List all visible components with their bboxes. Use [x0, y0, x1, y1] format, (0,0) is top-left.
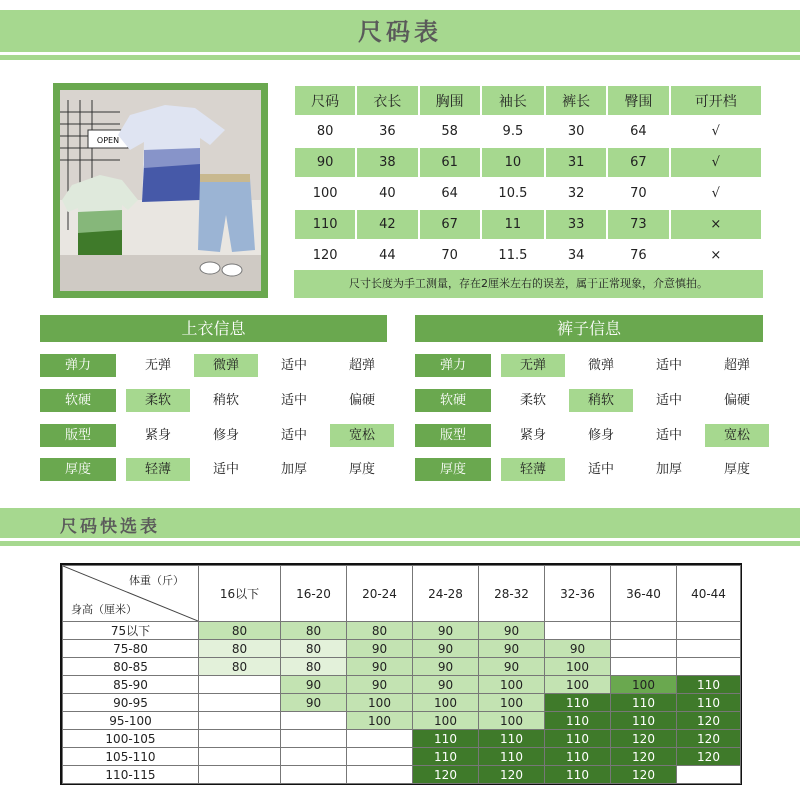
size-cell: 70 [608, 179, 668, 208]
size-cell: √ [671, 117, 761, 146]
size-recommendation-cell [677, 766, 741, 784]
size-header-cell: 尺码 [295, 86, 355, 115]
size-cell: 76 [608, 241, 668, 270]
size-cell: 61 [420, 148, 480, 177]
size-cell: 64 [420, 179, 480, 208]
height-label: 80-85 [63, 658, 199, 676]
size-recommendation-cell: 110 [545, 712, 611, 730]
size-cell: 70 [420, 241, 480, 270]
size-recommendation-cell: 90 [479, 640, 545, 658]
weight-header: 20-24 [347, 566, 413, 622]
size-cell: 80 [295, 117, 355, 146]
size-recommendation-cell: 110 [677, 694, 741, 712]
attribute-option: 加厚 [655, 462, 682, 477]
attribute-option: 厚度 [723, 462, 750, 477]
size-recommendation-cell: 100 [347, 712, 413, 730]
height-label: 75-80 [63, 640, 199, 658]
attribute-option: 适中 [280, 393, 307, 408]
attribute-option: 紧身 [519, 428, 546, 443]
size-recommendation-cell: 120 [677, 712, 741, 730]
size-recommendation-cell: 80 [281, 622, 347, 640]
quick-select-row [63, 730, 741, 748]
size-cell: 42 [357, 210, 417, 239]
size-recommendation-cell [199, 766, 281, 784]
height-label: 100-105 [63, 730, 199, 748]
size-table-row [295, 241, 761, 270]
size-cell: × [671, 241, 761, 270]
attribute-option-selected: 轻薄 [126, 458, 190, 481]
size-recommendation-cell: 90 [347, 640, 413, 658]
size-recommendation-cell: 100 [611, 676, 677, 694]
attribute-option: 适中 [212, 462, 239, 477]
size-cell: 9.5 [482, 117, 544, 146]
pants-info-header: 裤子信息 [415, 315, 763, 342]
attribute-label: 版型 [40, 424, 116, 447]
attribute-option: 适中 [280, 428, 307, 443]
quick-select-table-frame [60, 563, 742, 785]
size-cell: 120 [295, 241, 355, 270]
size-recommendation-cell [281, 766, 347, 784]
size-recommendation-cell: 110 [545, 694, 611, 712]
height-label: 105-110 [63, 748, 199, 766]
weight-axis-label: 体重（斤） [129, 574, 184, 587]
quick-select-row [63, 640, 741, 658]
size-recommendation-cell: 90 [413, 622, 479, 640]
size-recommendation-cell: 120 [611, 748, 677, 766]
quick-select-row [63, 676, 741, 694]
size-recommendation-cell [199, 748, 281, 766]
size-recommendation-cell: 120 [413, 766, 479, 784]
size-cell: 36 [357, 117, 417, 146]
size-cell: 90 [295, 148, 355, 177]
size-cell: 32 [546, 179, 606, 208]
weight-header: 32-36 [545, 566, 611, 622]
size-cell: 31 [546, 148, 606, 177]
size-recommendation-cell: 110 [413, 748, 479, 766]
size-recommendation-cell: 110 [677, 676, 741, 694]
size-recommendation-cell: 100 [347, 694, 413, 712]
height-label: 110-115 [63, 766, 199, 784]
attribute-option: 修身 [212, 428, 239, 443]
size-cell: 11.5 [482, 241, 544, 270]
size-cell: 10.5 [482, 179, 544, 208]
size-cell: 67 [608, 148, 668, 177]
header-underline [0, 55, 800, 60]
attribute-option: 适中 [655, 428, 682, 443]
weight-header: 24-28 [413, 566, 479, 622]
attribute-label: 软硬 [40, 389, 116, 412]
size-cell: 110 [295, 210, 355, 239]
size-header-cell: 胸围 [420, 86, 480, 115]
attribute-option: 厚度 [348, 462, 375, 477]
size-recommendation-cell: 100 [479, 694, 545, 712]
size-recommendation-cell [347, 730, 413, 748]
size-cell: 40 [357, 179, 417, 208]
corner-header [63, 566, 199, 622]
size-recommendation-cell [611, 640, 677, 658]
size-recommendation-cell: 120 [611, 730, 677, 748]
size-recommendation-cell [199, 730, 281, 748]
size-recommendation-cell [677, 622, 741, 640]
weight-header: 16以下 [199, 566, 281, 622]
attribute-option: 适中 [280, 358, 307, 373]
attribute-label: 软硬 [415, 389, 491, 412]
attribute-option-selected: 宽松 [330, 424, 394, 447]
height-label: 90-95 [63, 694, 199, 712]
pants-info-row [415, 458, 773, 481]
size-recommendation-cell [347, 748, 413, 766]
pants-info-row [415, 354, 773, 377]
attribute-option: 超弹 [723, 358, 750, 373]
quick-select-row [63, 694, 741, 712]
weight-header: 28-32 [479, 566, 545, 622]
size-recommendation-cell: 90 [545, 640, 611, 658]
size-cell: 11 [482, 210, 544, 239]
attribute-option: 适中 [655, 393, 682, 408]
pants-info-row [415, 389, 773, 412]
size-recommendation-cell: 80 [347, 622, 413, 640]
size-cell: 73 [608, 210, 668, 239]
size-cell: 44 [357, 241, 417, 270]
attribute-option: 超弹 [348, 358, 375, 373]
size-cell: 30 [546, 117, 606, 146]
attribute-label: 厚度 [40, 458, 116, 481]
size-recommendation-cell [281, 730, 347, 748]
size-recommendation-cell: 110 [611, 712, 677, 730]
size-table-row [295, 210, 761, 239]
size-recommendation-cell: 110 [479, 748, 545, 766]
height-label: 75以下 [63, 622, 199, 640]
size-recommendation-cell: 90 [413, 676, 479, 694]
quick-select-row [63, 748, 741, 766]
size-recommendation-cell: 120 [677, 748, 741, 766]
pants-info-row [415, 424, 773, 447]
attribute-option: 稍软 [212, 393, 239, 408]
attribute-option: 紧身 [144, 428, 171, 443]
top-info-row [40, 424, 398, 447]
size-table-row [295, 148, 761, 177]
size-recommendation-cell: 110 [545, 766, 611, 784]
quick-select-row [63, 766, 741, 784]
attribute-option-selected: 无弹 [501, 354, 565, 377]
page-title: 尺码表 [358, 18, 442, 46]
size-cell: 34 [546, 241, 606, 270]
size-recommendation-cell: 120 [479, 766, 545, 784]
attribute-option: 适中 [655, 358, 682, 373]
size-recommendation-cell: 100 [479, 712, 545, 730]
attribute-option: 柔软 [519, 393, 546, 408]
size-recommendation-cell [677, 658, 741, 676]
size-cell: × [671, 210, 761, 239]
size-cell: 64 [608, 117, 668, 146]
height-axis-label: 身高（厘米） [71, 603, 137, 616]
attribute-option-selected: 稍软 [569, 389, 633, 412]
product-photo [53, 83, 268, 298]
size-recommendation-cell: 100 [413, 694, 479, 712]
size-recommendation-cell: 90 [479, 658, 545, 676]
attribute-label: 弹力 [40, 354, 116, 377]
size-recommendation-cell: 110 [479, 730, 545, 748]
attribute-option: 微弹 [587, 358, 614, 373]
size-recommendation-cell: 90 [281, 676, 347, 694]
size-recommendation-cell: 90 [281, 694, 347, 712]
attribute-option-selected: 宽松 [705, 424, 769, 447]
size-recommendation-cell: 90 [479, 622, 545, 640]
size-recommendation-cell: 120 [677, 730, 741, 748]
size-note: 尺寸长度为手工测量，存在2厘米左右的误差，属于正常现象，介意慎拍。 [294, 270, 763, 298]
attribute-option-selected: 轻薄 [501, 458, 565, 481]
kids-outfit-image [60, 90, 261, 291]
weight-header: 36-40 [611, 566, 677, 622]
top-info-row [40, 354, 398, 377]
size-header-cell: 衣长 [357, 86, 417, 115]
weight-header: 40-44 [677, 566, 741, 622]
size-recommendation-cell [281, 748, 347, 766]
attribute-label: 厚度 [415, 458, 491, 481]
attribute-option: 加厚 [280, 462, 307, 477]
size-recommendation-cell: 110 [545, 748, 611, 766]
quick-select-row [63, 658, 741, 676]
size-cell: 67 [420, 210, 480, 239]
quick-select-title: 尺码快选表 [60, 517, 160, 537]
size-cell: 33 [546, 210, 606, 239]
size-recommendation-cell: 90 [347, 658, 413, 676]
attribute-option-selected: 微弹 [194, 354, 258, 377]
size-recommendation-cell: 80 [199, 640, 281, 658]
size-table-header [295, 86, 761, 115]
size-recommendation-cell [347, 766, 413, 784]
size-recommendation-cell [611, 622, 677, 640]
weight-header: 16-20 [281, 566, 347, 622]
size-recommendation-cell [545, 622, 611, 640]
size-recommendation-cell [611, 658, 677, 676]
attribute-label: 版型 [415, 424, 491, 447]
quick-select-table [62, 565, 741, 784]
size-recommendation-cell: 100 [479, 676, 545, 694]
size-cell: 10 [482, 148, 544, 177]
size-cell: 100 [295, 179, 355, 208]
attribute-label: 弹力 [415, 354, 491, 377]
size-recommendation-cell [199, 694, 281, 712]
size-recommendation-cell: 90 [413, 640, 479, 658]
size-recommendation-cell: 120 [611, 766, 677, 784]
height-label: 85-90 [63, 676, 199, 694]
attribute-option: 偏硬 [723, 393, 750, 408]
size-recommendation-cell: 110 [413, 730, 479, 748]
size-recommendation-cell: 80 [199, 622, 281, 640]
size-recommendation-cell: 110 [545, 730, 611, 748]
quick-select-row [63, 622, 741, 640]
size-cell: 38 [357, 148, 417, 177]
size-recommendation-cell: 80 [199, 658, 281, 676]
attribute-option: 无弹 [144, 358, 171, 373]
height-label: 95-100 [63, 712, 199, 730]
size-header-cell: 可开档 [671, 86, 761, 115]
top-info-header: 上衣信息 [40, 315, 387, 342]
size-recommendation-cell: 100 [413, 712, 479, 730]
attribute-option: 偏硬 [348, 393, 375, 408]
size-recommendation-cell [199, 676, 281, 694]
attribute-option: 修身 [587, 428, 614, 443]
size-cell: √ [671, 179, 761, 208]
size-recommendation-cell: 110 [611, 694, 677, 712]
top-info-row [40, 389, 398, 412]
size-recommendation-cell [281, 712, 347, 730]
attribute-option-selected: 柔软 [126, 389, 190, 412]
quick-select-row [63, 712, 741, 730]
size-header-cell: 裤长 [546, 86, 606, 115]
size-recommendation-cell: 80 [281, 640, 347, 658]
size-table-row [295, 179, 761, 208]
size-header-cell: 臀围 [608, 86, 668, 115]
size-recommendation-cell: 100 [545, 658, 611, 676]
size-cell: 58 [420, 117, 480, 146]
size-table [293, 84, 763, 272]
size-table-row [295, 117, 761, 146]
attribute-option: 适中 [587, 462, 614, 477]
size-recommendation-cell [199, 712, 281, 730]
size-recommendation-cell: 80 [281, 658, 347, 676]
size-recommendation-cell: 90 [413, 658, 479, 676]
size-header-cell: 袖长 [482, 86, 544, 115]
top-info-row [40, 458, 398, 481]
quick-select-underline [0, 541, 800, 546]
open-sign: OPEN [96, 136, 120, 145]
size-recommendation-cell: 100 [545, 676, 611, 694]
size-recommendation-cell: 90 [347, 676, 413, 694]
size-cell: √ [671, 148, 761, 177]
size-recommendation-cell [677, 640, 741, 658]
